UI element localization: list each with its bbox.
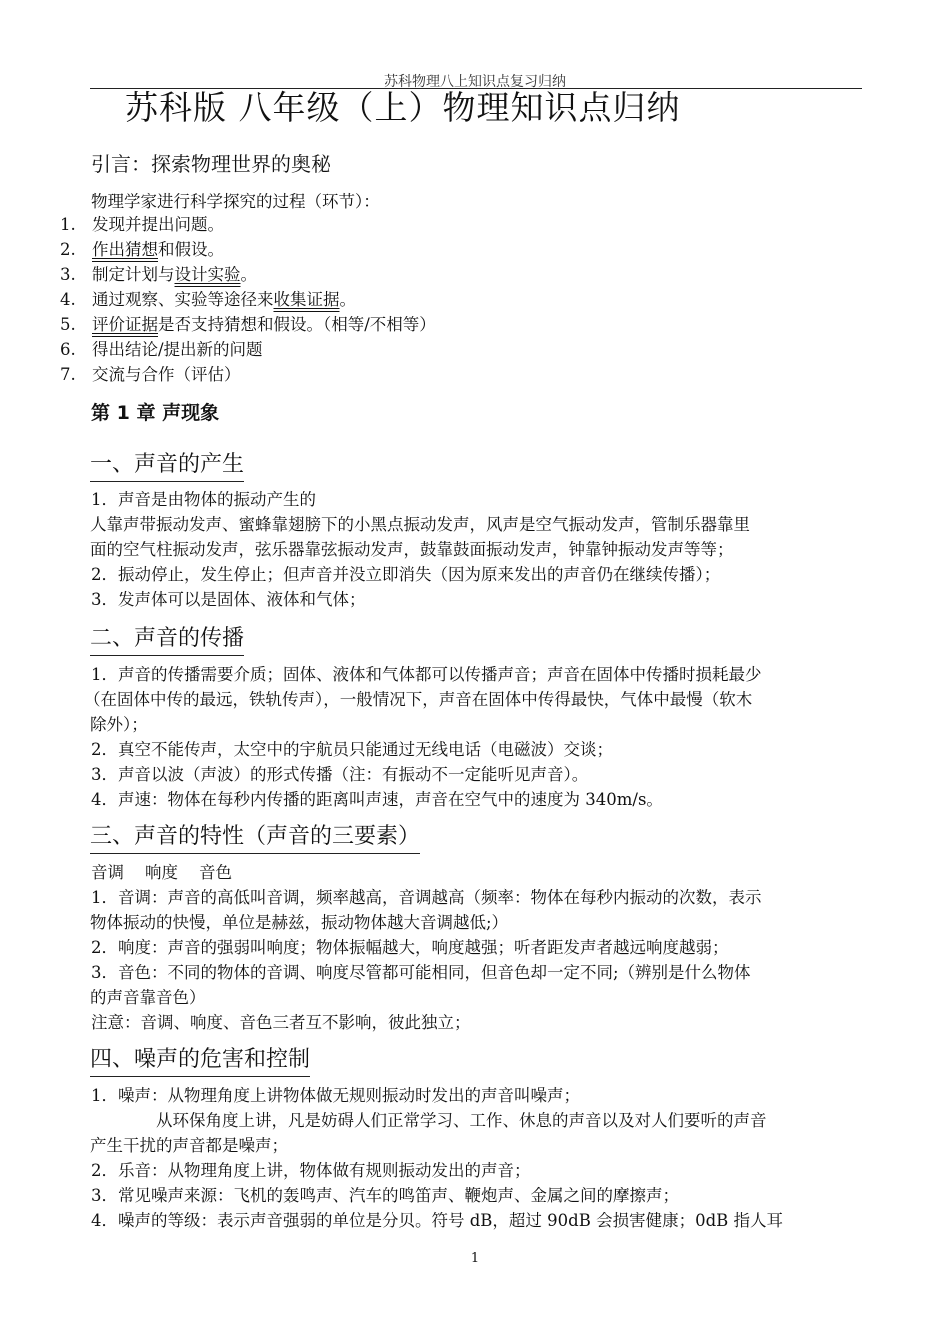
- step-emphasis: 作出猜想: [92, 240, 158, 259]
- step-item: [60, 337, 263, 362]
- step-number: 2.: [60, 240, 76, 259]
- paragraph-line: 2．响度：声音的强弱叫响度；物体振幅越大，响度越强；听者距发声者越远响度越弱；: [91, 938, 729, 957]
- running-header: 苏科物理八上知识点复习归纳: [384, 74, 566, 90]
- paragraph-line: 面的空气柱振动发声，弦乐器靠弦振动发声，鼓靠鼓面振动发声，钟靠钟振动发声等等；: [90, 540, 734, 559]
- chapter-title: 第 1 章 声现象: [91, 402, 220, 424]
- step-number: 3.: [60, 265, 76, 284]
- page-number: 1: [470, 1251, 480, 1266]
- paragraph-line: 4．噪声的等级：表示声音强弱的单位是分贝。符号 dB，超过 90dB 会损害健康；0dB 指人耳: [91, 1211, 784, 1230]
- paragraph-line: 的声音靠音色）: [90, 988, 206, 1007]
- paragraph-line: 物体振动的快慢，单位是赫兹，振动物体越大音调越低;）: [90, 913, 509, 932]
- paragraph-line: 3．常见噪声来源：飞机的轰鸣声、汽车的鸣笛声、鞭炮声、金属之间的摩擦声；: [91, 1186, 679, 1205]
- step-text: 。: [339, 290, 356, 309]
- paragraph-line: 1．噪声：从物理角度上讲物体做无规则振动时发出的声音叫噪声；: [91, 1086, 580, 1105]
- paragraph-line: 1．声音是由物体的振动产生的: [91, 490, 316, 509]
- paragraph-line: 从环保角度上讲，凡是妨碍人们正常学习、工作、休息的声音以及对人们要听的声音: [156, 1111, 767, 1130]
- paragraph-line: 3．发声体可以是固体、液体和气体；: [91, 590, 366, 609]
- step-number: 7.: [60, 365, 76, 384]
- paragraph-line: 2．真空不能传声，太空中的宇航员只能通过无线电话（电磁波）交谈；: [91, 740, 613, 759]
- paragraph-line: 人靠声带振动发声、蜜蜂靠翅膀下的小黑点振动发声，风声是空气振动发声，管制乐器靠里: [90, 515, 750, 534]
- step-text: 通过观察、实验等途径来: [92, 290, 274, 309]
- paragraph-line: 4．声速：物体在每秒内传播的距离叫声速，声音在空气中的速度为 340m/s。: [91, 790, 663, 809]
- step-number: 1.: [60, 215, 76, 234]
- section-heading-sound-propagation: 二、声音的传播: [90, 621, 244, 656]
- step-text: 交流与合作（评估）: [92, 365, 241, 384]
- paragraph-line: 注意：音调、响度、音色三者互不影响，彼此独立；: [91, 1013, 471, 1032]
- step-emphasis: 评价证据: [92, 315, 158, 334]
- step-text: 和假设。: [158, 240, 224, 259]
- paragraph-line: 2．乐音：从物理角度上讲，物体做有规则振动发出的声音；: [91, 1161, 531, 1180]
- section-heading-sound-characteristics: 三、声音的特性（声音的三要素）: [90, 819, 420, 854]
- step-emphasis: 设计实验: [174, 265, 241, 284]
- step-number: 6.: [60, 340, 76, 359]
- paragraph-line: 2．振动停止，发生停止；但声音并没立即消失（因为原来发出的声音仍在继续传播）；: [91, 565, 721, 584]
- step-text: 。: [240, 265, 257, 284]
- step-emphasis: 收集证据: [273, 290, 340, 309]
- step-item: [60, 262, 257, 287]
- step-item: [60, 362, 241, 387]
- step-text: 制定计划与: [92, 265, 175, 284]
- section-heading-sound-production: 一、声音的产生: [90, 447, 244, 482]
- paragraph-line: 1．音调：声音的高低叫音调，频率越高，音调越高（频率：物体在每秒内振动的次数，表示: [91, 888, 762, 907]
- step-item: [60, 312, 436, 337]
- step-text: 得出结论/提出新的问题: [92, 340, 263, 359]
- paragraph-line: 除外）；: [90, 715, 148, 734]
- paragraph-line: 产生干扰的声音都是噪声；: [90, 1136, 288, 1155]
- intro-lead: 物理学家进行科学探究的过程（环节）：: [91, 192, 380, 211]
- paragraph-line: 1．声音的传播需要介质；固体、液体和气体都可以传播声音；声音在固体中传播时损耗最少: [91, 665, 762, 684]
- paragraph-line: 3．声音以波（声波）的形式传播（注：有振动不一定能听见声音）。: [91, 765, 589, 784]
- step-text: 是否支持猜想和假设。（相等/不相等）: [158, 315, 436, 334]
- step-number: 4.: [60, 290, 76, 309]
- intro-heading: 引言：探索物理世界的奥秘: [91, 152, 331, 176]
- paragraph-line: 音调 响度 音色: [91, 863, 232, 882]
- step-number: 5.: [60, 315, 76, 334]
- step-text: 发现并提出问题。: [92, 215, 224, 234]
- section-heading-noise-control: 四、噪声的危害和控制: [90, 1042, 310, 1077]
- step-item: [60, 287, 356, 312]
- paragraph-line: 3．音色：不同的物体的音调、响度尽管都可能相同，但音色却一定不同;（辨别是什么物体: [91, 963, 751, 982]
- step-item: [60, 237, 224, 262]
- paragraph-line: （在固体中传的最远，铁轨传声），一般情况下，声音在固体中传得最快，气体中最慢（软木: [84, 690, 753, 709]
- page-title: 苏科版 八年级（上）物理知识点归纳: [125, 88, 681, 127]
- step-item: [60, 212, 224, 237]
